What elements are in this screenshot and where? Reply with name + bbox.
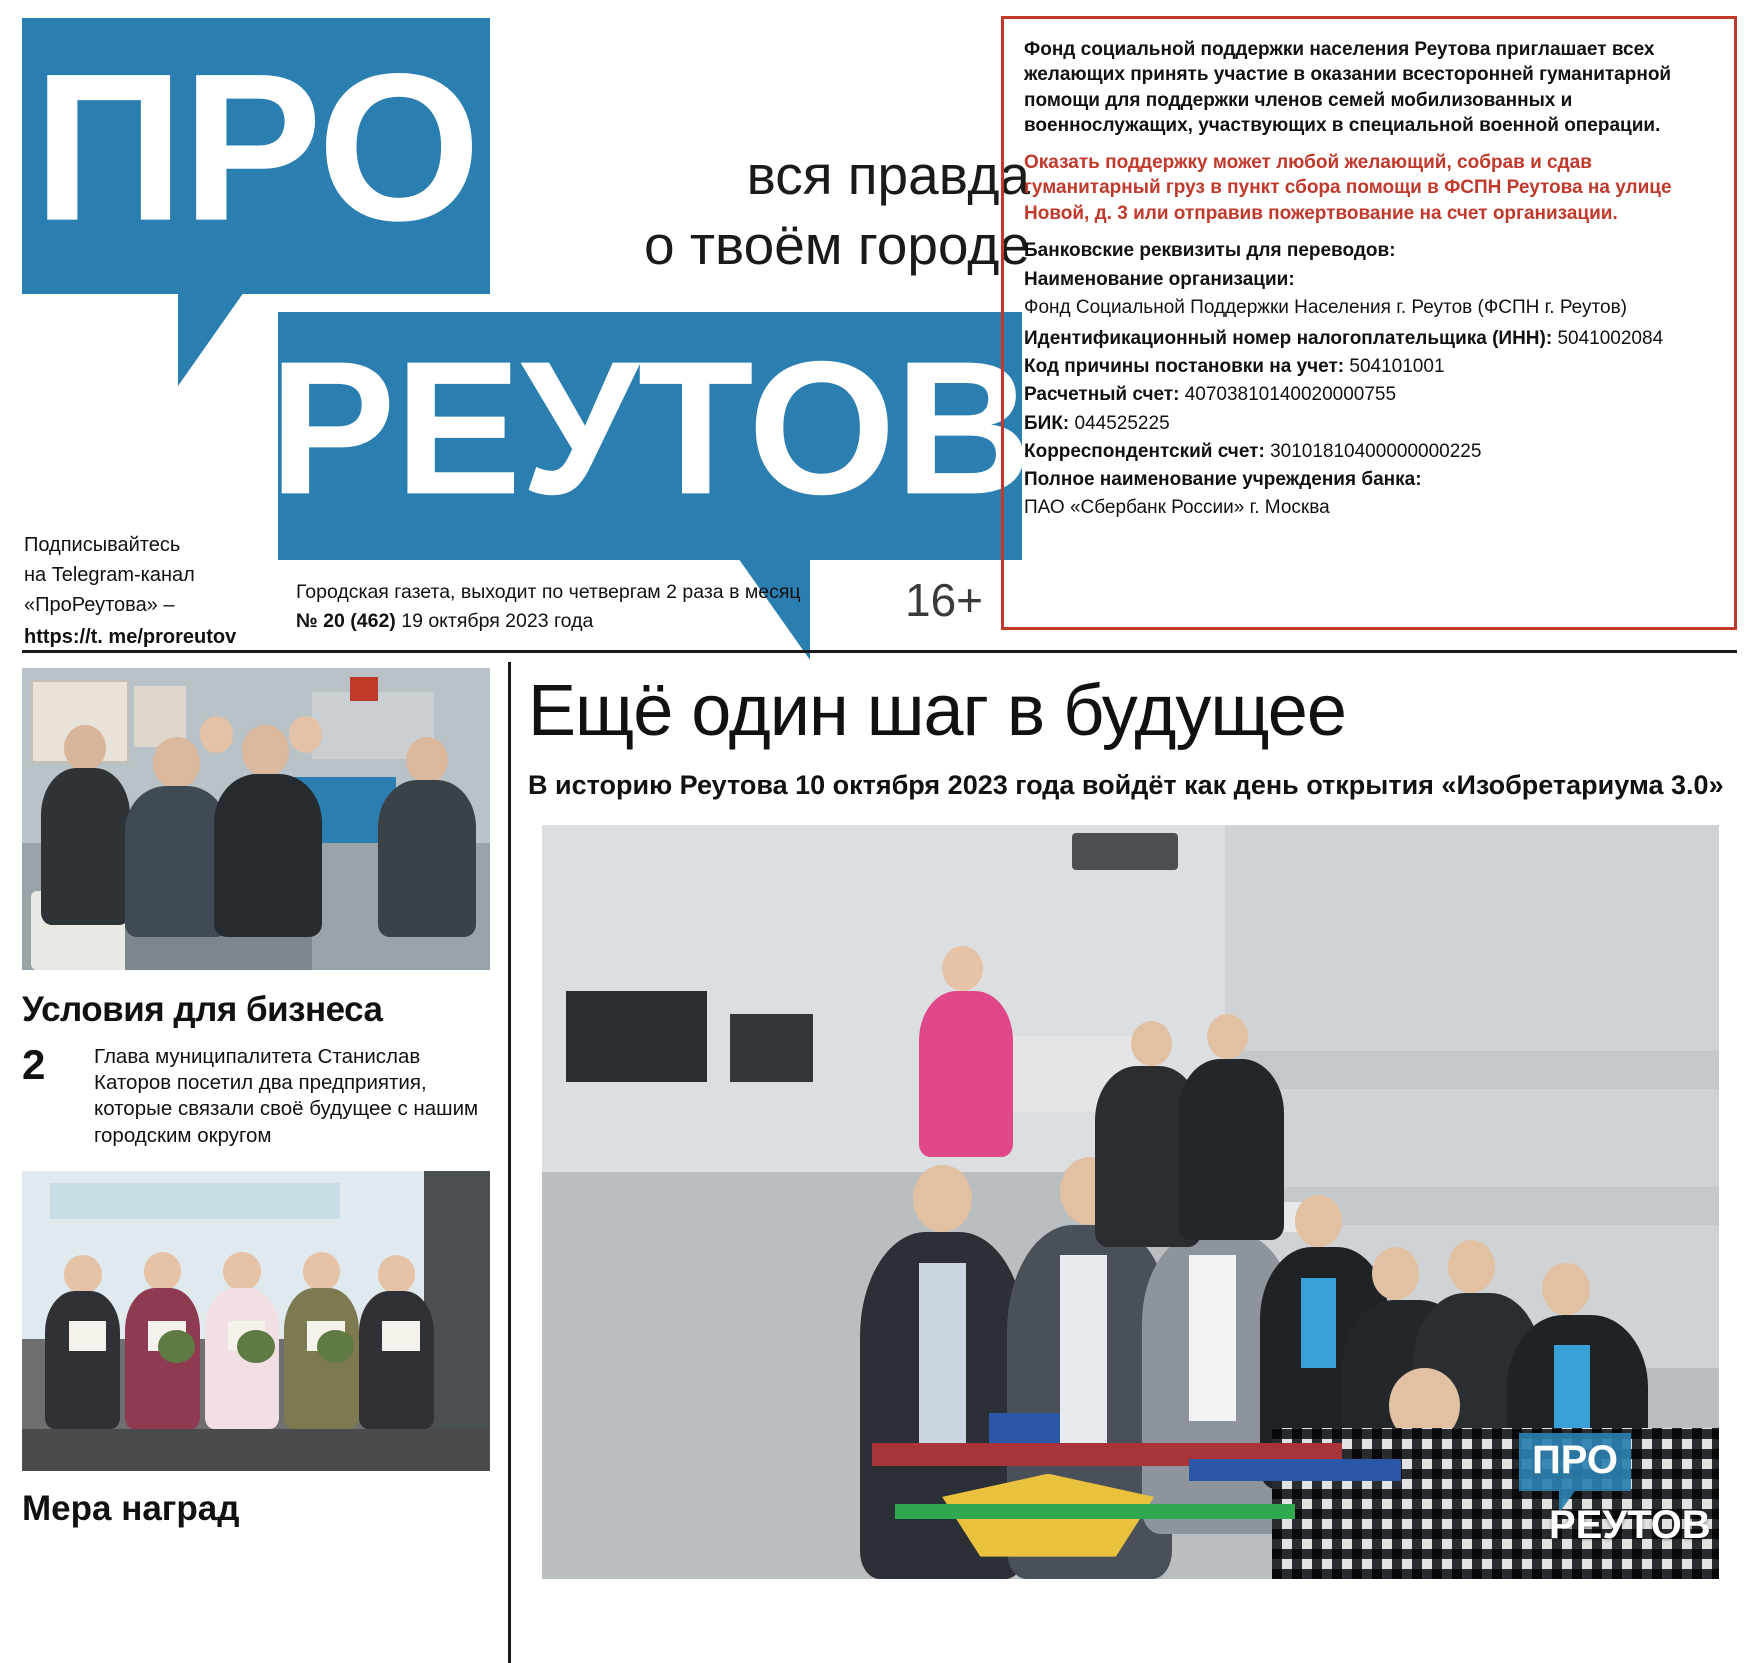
header-divider [22,650,1737,653]
ad-requisites-title: Банковские реквизиты для переводов: [1024,239,1396,261]
left-headline-business: Условия для бизнеса [22,990,383,1029]
age-rating: 16+ [905,574,984,626]
watermark-reutov-text: РЕУТОВ [1549,1503,1711,1548]
logo-reutov-text: РЕУТОВ [269,322,1031,535]
ad-corr-label: Корреспондентский счет: [1024,440,1265,462]
main-headline: Ещё один шаг в будущее [528,671,1346,751]
ad-bik-label: БИК: [1024,412,1070,434]
photo-business-visit [22,668,490,970]
logo-reutov-block [269,312,1031,560]
issue-number: № 20 (462) [296,610,396,633]
masthead [0,0,1759,660]
telegram-subscribe-block [24,530,274,652]
logo-pro-speech-tail-icon [178,292,244,386]
ad-corr-value: 30101810400000000225 [1270,440,1482,462]
ad-kpp-value: 504101001 [1349,356,1445,378]
ad-account-label: Расчетный счет: [1024,384,1180,406]
telegram-line-3: «ПроРеутова» – [24,594,175,616]
ad-bik-value: 044525225 [1074,412,1170,434]
left-column [22,668,490,1529]
logo-pro-text: ПРО [33,29,479,265]
ad-paragraph-1: Фонд социальной поддержки населения Реутова приглашает всех желающих принять участие в оказании всесторонней гуманитарной помощи для поддержки членов семей мобилизованных и военнослужащих, участвующих в специальной военной операции. [1024,39,1672,136]
telegram-line-2: на Telegram-канал [24,564,195,586]
ad-inn-label: Идентификационный номер налогоплательщика (ИНН): [1024,328,1553,350]
issue-description: Городская газета, выходит по четвергам 2 раза в месяц [296,581,801,603]
charity-announcement-box [1001,16,1737,630]
left-teaser-business [22,1041,490,1149]
main-photo-izobretarium [542,825,1719,1579]
ad-account-value: 40703810140020000755 [1184,384,1397,406]
main-subheadline: В историю Реутова 10 октября 2023 года войдёт как день открытия «Изобретариума 3.0» [528,769,1724,800]
main-column [528,662,1737,1579]
ad-inn-value: 5041002084 [1557,328,1664,350]
teaser-text: Глава муниципалитета Станислав Каторов посетил два предприятия, которые связали своё будущее с нашим городским округом [94,1045,479,1147]
column-divider [508,662,511,1663]
issue-info [296,578,816,637]
slogan [470,140,1030,281]
logo-pro-block [22,18,490,294]
ad-bank-label: Полное наименование учреждения банка: [1024,468,1422,490]
photo-business-visit-caption [22,950,490,964]
left-headline-awards: Мера наград [22,1488,240,1528]
ad-org-label: Наименование организации: [1024,269,1295,291]
slogan-line-2: о твоём городе [643,214,1030,277]
telegram-link[interactable]: https://t. me/proreutov [24,626,237,648]
ad-kpp-label: Код причины постановки на учет: [1024,356,1345,378]
issue-date: 19 октября 2023 года [401,610,594,633]
ad-org-value: Фонд Социальной Поддержки Населения г. Реутов (ФСПН г. Реутов) [1024,297,1628,319]
ad-bank-value: ПАО «Сбербанк России» г. Москва [1024,496,1330,518]
teaser-page-number: 2 [22,1041,46,1088]
telegram-line-1: Подписывайтесь [24,534,181,556]
slogan-line-1: вся правда [746,144,1030,206]
photo-teachers-award [22,1171,490,1471]
ad-paragraph-2: Оказать поддержку может любой желающий, собрав и сдав гуманитарный груз в пункт сбора помощи в ФСПН Реутова на улице Новой, д. 3 или отправив пожертвование на счет организации. [1024,152,1672,224]
watermark-pro-text: ПРО [1531,1438,1619,1483]
photo-teachers-award-caption [22,1451,490,1465]
watermark-proreutov [1497,1433,1711,1563]
